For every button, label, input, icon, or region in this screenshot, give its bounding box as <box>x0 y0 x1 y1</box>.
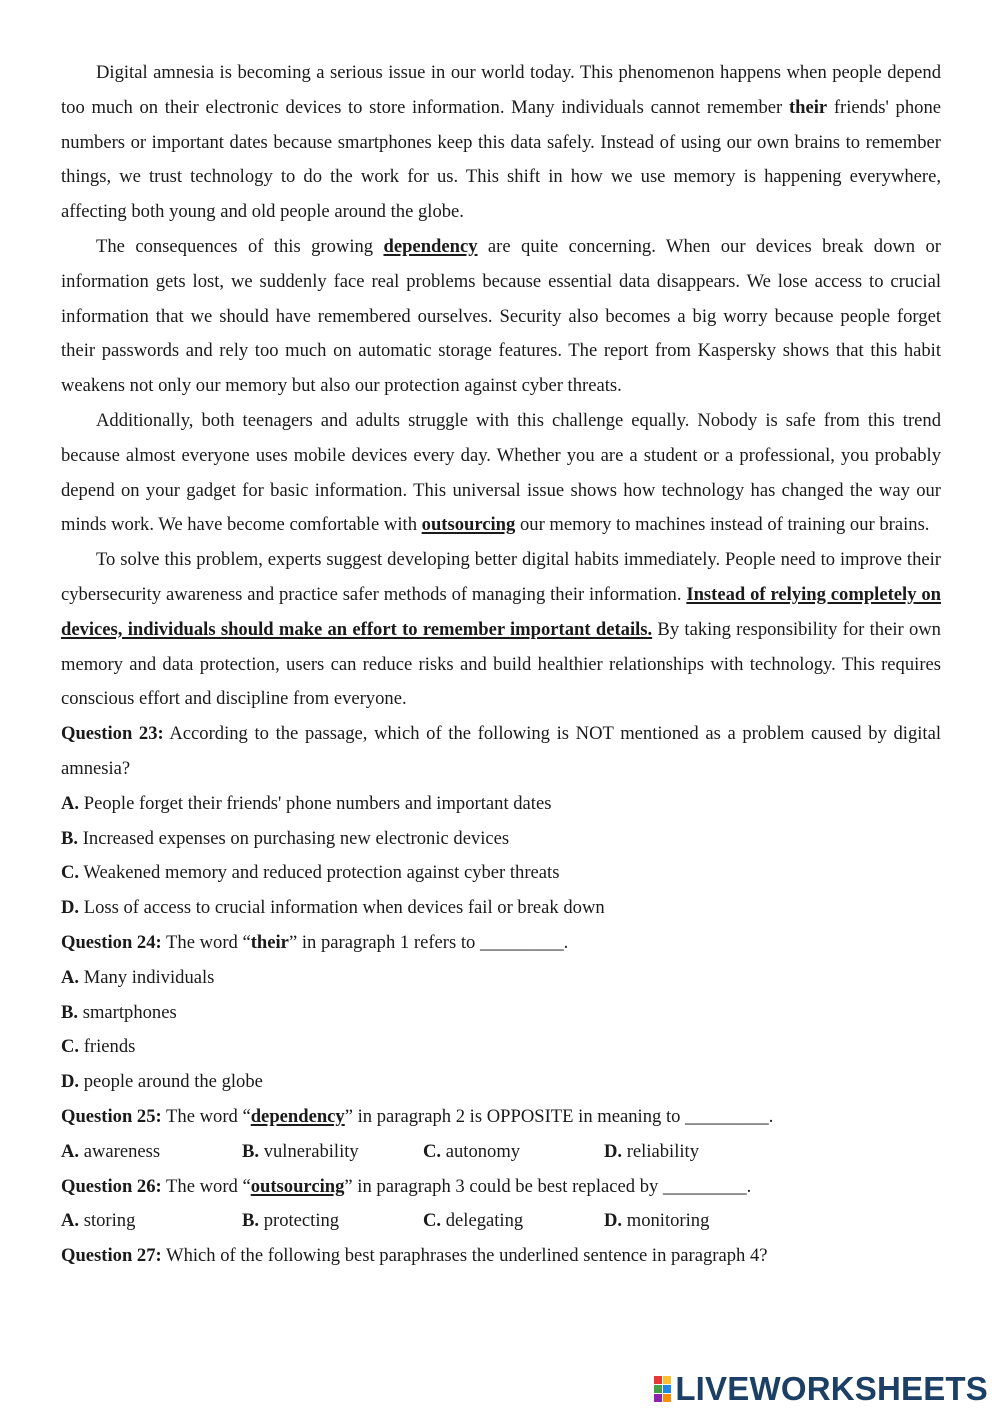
question-23-option-b[interactable]: B. Increased expenses on purchasing new electronic devices <box>61 827 510 849</box>
question-26-option-b[interactable]: B. protecting <box>242 1210 340 1232</box>
question-26: Question 26: The word “outsourcing” in paragraph 3 could be best replaced by _________. <box>61 1175 752 1197</box>
question-26-options <box>61 1204 941 1239</box>
passage-paragraph-2: The consequences of this growing dependency are quite concerning. When our devices break down or information gets lost, we suddenly face real problems because essential data disappears. We lose access to crucial information that we should have remembered ourselves. Security also becomes a big worry because people forget their passwords and rely too much on automatic storage features. The report from Kaspersky shows that this habit weakens not only our memory but also our protection against cyber threats. <box>61 235 941 397</box>
question-26-option-d[interactable]: D. monitoring <box>604 1210 710 1232</box>
question-26-option-c[interactable]: C. delegating <box>423 1210 524 1232</box>
question-26-keyword: outsourcing <box>250 1175 345 1197</box>
highlighted-word-dependency: dependency <box>383 235 478 257</box>
underlined-sentence: Instead of relying completely on devices, individuals should make an effort to remember important details. <box>61 583 941 640</box>
question-23-option-a[interactable]: A. People forget their friends' phone numbers and important dates <box>61 792 552 814</box>
question-25-option-a[interactable]: A. awareness <box>61 1140 161 1162</box>
question-24-keyword: their <box>250 931 289 953</box>
question-25-options <box>61 1135 941 1170</box>
liveworksheets-logo <box>654 1370 988 1408</box>
question-26-option-a[interactable]: A. storing <box>61 1210 136 1232</box>
question-25-option-d[interactable]: D. reliability <box>604 1140 700 1162</box>
referent-word-their: their <box>788 96 828 118</box>
question-27: Question 27: Which of the following best paraphrases the underlined sentence in paragraph 4? <box>61 1245 768 1267</box>
liveworksheets-wordmark: LIVEWORKSHEETS <box>675 1370 988 1407</box>
question-23-label: Question 23: <box>61 723 164 745</box>
question-24: Question 24: The word “their” in paragraph 1 refers to _________. <box>61 931 569 953</box>
liveworksheets-icon <box>654 1376 671 1402</box>
question-23-text: According to the passage, which of the following is NOT mentioned as a problem caused by digital amnesia? <box>61 723 941 779</box>
passage-paragraph-1: Digital amnesia is becoming a serious issue in our world today. This phenomenon happens when people depend too much on their electronic devices to store information. Many individuals cannot remember their friends' phone numbers or important dates because smartphones keep this data safely. Instead of using our own brains to remember things, we trust technology to do the work for us. This shift in how we use memory is happening everywhere, affecting both young and old people around the globe. <box>61 62 941 223</box>
question-25: Question 25: The word “dependency” in paragraph 2 is OPPOSITE in meaning to _________. <box>61 1105 774 1127</box>
question-25-option-b[interactable]: B. vulnerability <box>242 1140 359 1162</box>
passage-paragraph-4: To solve this problem, experts suggest developing better digital habits immediately. People need to improve their cybersecurity awareness and practice safer methods of managing their information. Instead of relying completely on devices, individuals should make an effort to remember important details. By taking responsibility for their own memory and data protection, users can reduce risks and build healthier relationships with technology. This requires conscious effort and discipline from everyone. <box>61 549 941 710</box>
question-25-keyword: dependency <box>250 1105 345 1127</box>
question-23-option-d[interactable]: D. Loss of access to crucial information when devices fail or break down <box>61 897 605 919</box>
passage-paragraph-3: Additionally, both teenagers and adults struggle with this challenge equally. Nobody is safe from this trend because almost everyone uses mobile devices every day. Whether you are a student or a professional, you probably depend on your gadget for basic information. This universal issue shows how technology has changed the way our minds work. We have become comfortable with outsourcing our memory to machines instead of training our brains. <box>61 409 941 536</box>
question-25-option-c[interactable]: C. autonomy <box>423 1140 521 1162</box>
question-24-option-a[interactable]: A. Many individuals <box>61 966 215 988</box>
question-24-option-c[interactable]: C. friends <box>61 1036 136 1058</box>
question-24-option-d[interactable]: D. people around the globe <box>61 1071 263 1093</box>
question-24-option-b[interactable]: B. smartphones <box>61 1001 177 1023</box>
worksheet-page <box>61 56 941 1274</box>
question-23 <box>61 717 941 787</box>
highlighted-word-outsourcing: outsourcing <box>421 514 516 536</box>
question-23-option-c[interactable]: C. Weakened memory and reduced protection against cyber threats <box>61 862 560 884</box>
